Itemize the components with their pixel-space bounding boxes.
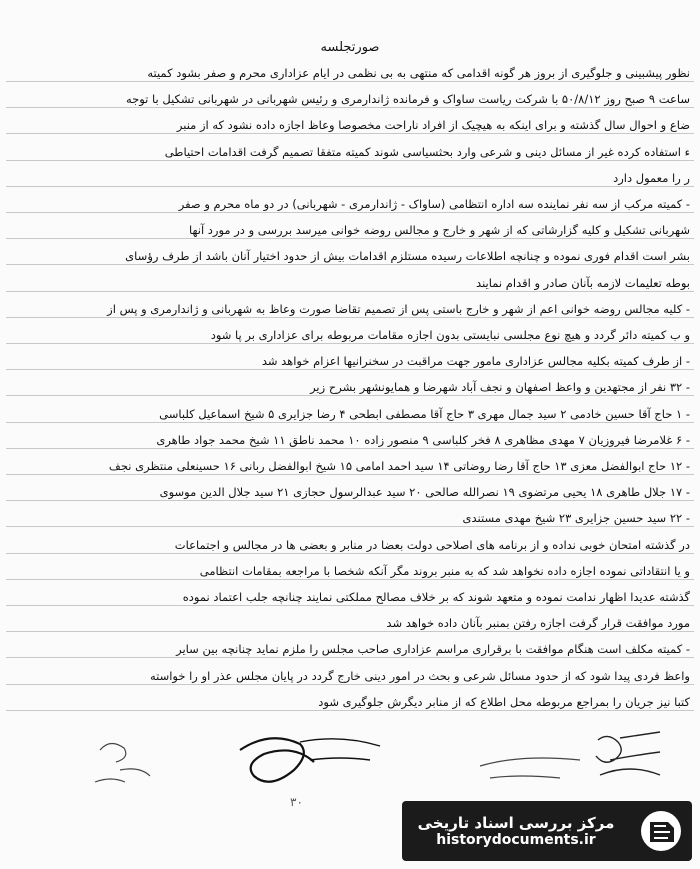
ruled-line [6, 343, 694, 344]
ruled-line [6, 238, 694, 239]
document-line: - کمیته مرکب از سه نفر نماینده سه اداره انتظامی (ساواک - ژاندارمری - شهربانی) در دو ماه محرم و صفر [178, 197, 690, 211]
ruled-line [6, 395, 694, 396]
document-line: - ۳۲ نفر از مجتهدین و واعظ اصفهان و نجف آباد شهرضا و همایونشهر بشرح زیر [310, 380, 690, 395]
document-title: صورتجلسه [320, 40, 380, 55]
document-line: - کلیه مجالس روضه خوانی اعم از شهر و خارج باستی پس از تصمیم تقاضا صورت وعاظ به شهربانی و ژاندارمری و پس از [107, 301, 690, 316]
ruled-line [6, 107, 694, 108]
document-line: - از طرف کمیته بکلیه مجالس عزاداری مامور جهت مراقبت در سخنرانیها اعزام خواهد شد [261, 354, 690, 369]
document-line: شهربانی تشکیل و کلیه گزارشاتی که از شهر و خارج و مجالس روضه خوانی میرسد بررسی و در مورد آنها [188, 223, 690, 238]
ruled-line [6, 81, 694, 82]
ruled-line [6, 631, 694, 632]
ruled-line [6, 500, 694, 501]
document-line: - ۲۲ سید حسین جزایری ۲۳ شیخ مهدی مستندی [462, 511, 690, 526]
ruled-line [6, 369, 694, 370]
document-line: ر را معمول دارد [613, 170, 690, 185]
document-line: نظور پیشبینی و جلوگیری از بروز هر گونه اقدامی که منتهی به بی نظمی در ایام عزاداری محرم و صفر بشود کمیته [147, 66, 690, 80]
document-line: - ۶ غلامرضا فیروزیان ۷ مهدی مظاهری ۸ فخر کلباسی ۹ منصور زاده ۱۰ محمد ناطق ۱۱ شیخ محمد جواد طاهری [156, 432, 690, 447]
archive-logo-icon [638, 808, 684, 854]
ruled-line [6, 264, 694, 265]
document-line: ساعت ۹ صبح روز ۵۰/۸/۱۲ با شرکت ریاست ساواک و فرمانده ژاندارمری و رئیس شهربانی در شهربانی تشکیل با توجه [125, 92, 690, 107]
document-line: در گذشته امتحان خوبی نداده و از برنامه های اصلاحی دولت بعضا در منابر و بعضی ها در مجالس و اجتماعات [174, 537, 690, 552]
document-line: کتبا نیز جریان را بمراجع مربوطه محل اطلاع که از منابر دیگرش جلوگیری شود [318, 694, 690, 709]
document-line: و ب کمیته دائر گردد و هیچ نوع مجلسی نبایستی بدون اجازه مقامات مربوطه برای عزاداری بر پا شود [210, 328, 690, 342]
signature-left [95, 743, 580, 782]
document-line: - کمیته مکلف است هنگام موافقت با برقراری مراسم عزاداری صاحب مجلس را ملزم نماید چنانچه بین سایر [176, 642, 690, 657]
document-line: بشر است اقدام فوری نموده و چنانچه اطلاعات رسیده مستلزم اقدامات بیش از حدود اختیار آنان باشد از طرف رؤسای [125, 249, 690, 264]
ruled-line [6, 186, 694, 187]
ruled-line [6, 710, 694, 711]
document-line: مورد موافقت قرار گرفت اجازه رفتن بمنبر بآنان داده خواهد شد [386, 616, 690, 631]
document-line: واعظ فردی پیدا شود که از حدود مسائل شرعی و بحث در امور دینی خارج گردد در پایان مجلس عذر او را خواسته [149, 668, 690, 683]
watermark-title: مرکز بررسی اسناد تاریخی [417, 814, 615, 832]
ruled-line [6, 657, 694, 658]
document-line: - ۱۲ حاج ابوالفضل معزی ۱۳ حاج آقا رضا روضاتی ۱۴ سید احمد امامی ۱۵ شیخ ابوالفضل ربانی ۱۶ حسینعلی منتظری نجف [108, 459, 690, 473]
page-mark: ۳۰ [290, 795, 303, 809]
ruled-line [6, 526, 694, 527]
document-line: بوطه تعلیمات لازمه بآنان صادر و اقدام نمایند [476, 275, 690, 290]
ruled-line [6, 579, 694, 580]
ruled-line [6, 474, 694, 475]
ruled-line [6, 212, 694, 213]
ruled-line [6, 291, 694, 292]
signature-right [596, 732, 660, 775]
document-line: و یا انتقاداتی نموده اجازه داده نخواهد شد که به منبر بروند مگر آنکه شخصا با مراجعه بمقامات انتظامی [199, 563, 690, 578]
ruled-line [6, 160, 694, 161]
document-line: - ۱۷ جلال طاهری ۱۸ یحیی مرتضوی ۱۹ نصرالله صالحی ۲۰ سید عبدالرسول حجازی ۲۱ سید جلال الدین موسوی [159, 485, 690, 500]
ruled-line [6, 317, 694, 318]
signatures-area [0, 720, 700, 810]
ruled-line [6, 553, 694, 554]
watermark-url: historydocuments.ir [436, 832, 596, 848]
ruled-line [6, 133, 694, 134]
watermark-banner [402, 801, 692, 861]
ruled-line [6, 605, 694, 606]
document-line: - ۱ حاج آقا حسین خادمی ۲ سید جمال مهری ۳ حاج آقا مصطفی ابطحی ۴ رضا جزایری ۵ شیخ اسماعیل کلباسی [159, 406, 690, 421]
ruled-line [6, 448, 694, 449]
document-line: ضاع و احوال سال گذشته و برای اینکه به هیچیک از افراد ناراحت مخصوصا وعاظ اجازه داده نشود که از منبر [176, 118, 690, 133]
signature-middle [240, 738, 380, 782]
document-line: گذشته عدیدا اظهار ندامت نموده و متعهد شوند که بر خلاف مصالح مملکتی نمایند چنانچه جلب اعتماد نموده [182, 590, 690, 604]
ruled-line [6, 422, 694, 423]
ruled-line [6, 684, 694, 685]
document-line: ء استفاده کرده غیر از مسائل دینی و شرعی وارد بحثسیاسی شوند کمیته متفقا تصمیم گرفت اقدامات احتیاطی [164, 144, 690, 159]
